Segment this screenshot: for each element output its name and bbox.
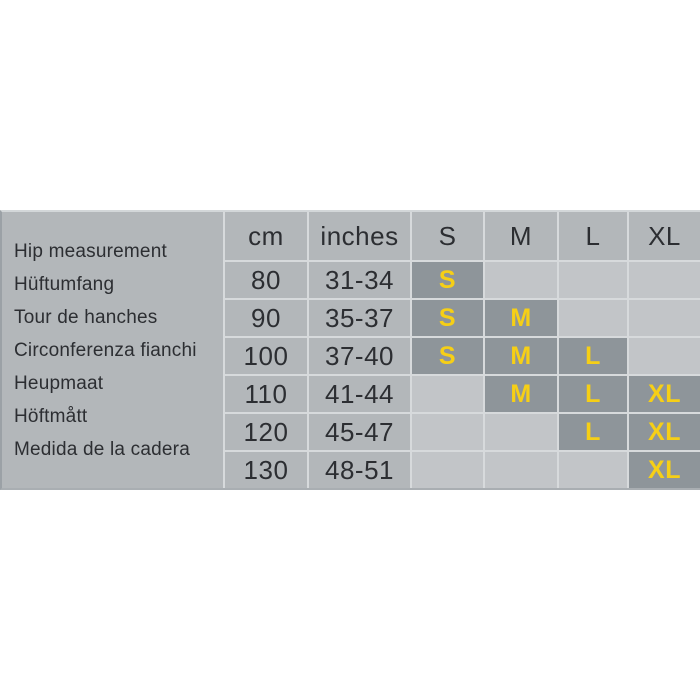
inches-value-80: 31-34	[307, 260, 410, 298]
size-cell-m-row-110: M	[483, 374, 557, 412]
size-cell-xl-row-120: XL	[627, 412, 700, 450]
row-label-3: Circonferenza fianchi	[14, 339, 197, 361]
size-cell-s-row-80: S	[410, 260, 483, 298]
column-header-cm: cm	[223, 212, 307, 260]
size-cell-xl-row-130: XL	[627, 450, 700, 488]
size-cell-s-row-110	[410, 374, 483, 412]
size-cell-xl-row-90	[627, 298, 700, 336]
cm-value-80: 80	[223, 260, 307, 298]
row-label-6: Medida de la cadera	[14, 438, 190, 460]
size-cell-m-row-130	[483, 450, 557, 488]
inches-value-130: 48-51	[307, 450, 410, 488]
size-cell-s-row-100: S	[410, 336, 483, 374]
size-cell-l-row-130	[557, 450, 627, 488]
size-cell-s-row-90: S	[410, 298, 483, 336]
size-cell-s-row-120	[410, 412, 483, 450]
cm-value-90: 90	[223, 298, 307, 336]
row-labels-cell	[2, 212, 223, 488]
size-cell-xl-row-100	[627, 336, 700, 374]
column-header-size-s: S	[410, 212, 483, 260]
size-cell-xl-row-110: XL	[627, 374, 700, 412]
cm-value-130: 130	[223, 450, 307, 488]
size-cell-l-row-80	[557, 260, 627, 298]
size-cell-l-row-110: L	[557, 374, 627, 412]
row-label-5: Höftmått	[14, 405, 88, 427]
column-header-inches: inches	[307, 212, 410, 260]
inches-value-100: 37-40	[307, 336, 410, 374]
size-cell-l-row-90	[557, 298, 627, 336]
inches-value-90: 35-37	[307, 298, 410, 336]
size-cell-m-row-100: M	[483, 336, 557, 374]
row-label-4: Heupmaat	[14, 372, 104, 394]
size-cell-s-row-130	[410, 450, 483, 488]
column-header-size-m: M	[483, 212, 557, 260]
size-cell-l-row-100: L	[557, 336, 627, 374]
hip-size-table	[0, 210, 700, 490]
cm-value-110: 110	[223, 374, 307, 412]
inches-value-120: 45-47	[307, 412, 410, 450]
column-header-size-l: L	[557, 212, 627, 260]
size-cell-m-row-80	[483, 260, 557, 298]
row-label-1: Hüftumfang	[14, 273, 115, 295]
row-label-2: Tour de hanches	[14, 306, 158, 328]
size-cell-xl-row-80	[627, 260, 700, 298]
cm-value-120: 120	[223, 412, 307, 450]
size-cell-m-row-90: M	[483, 298, 557, 336]
row-label-0: Hip measurement	[14, 240, 167, 262]
inches-value-110: 41-44	[307, 374, 410, 412]
size-cell-m-row-120	[483, 412, 557, 450]
column-header-size-xl: XL	[627, 212, 700, 260]
cm-value-100: 100	[223, 336, 307, 374]
size-cell-l-row-120: L	[557, 412, 627, 450]
